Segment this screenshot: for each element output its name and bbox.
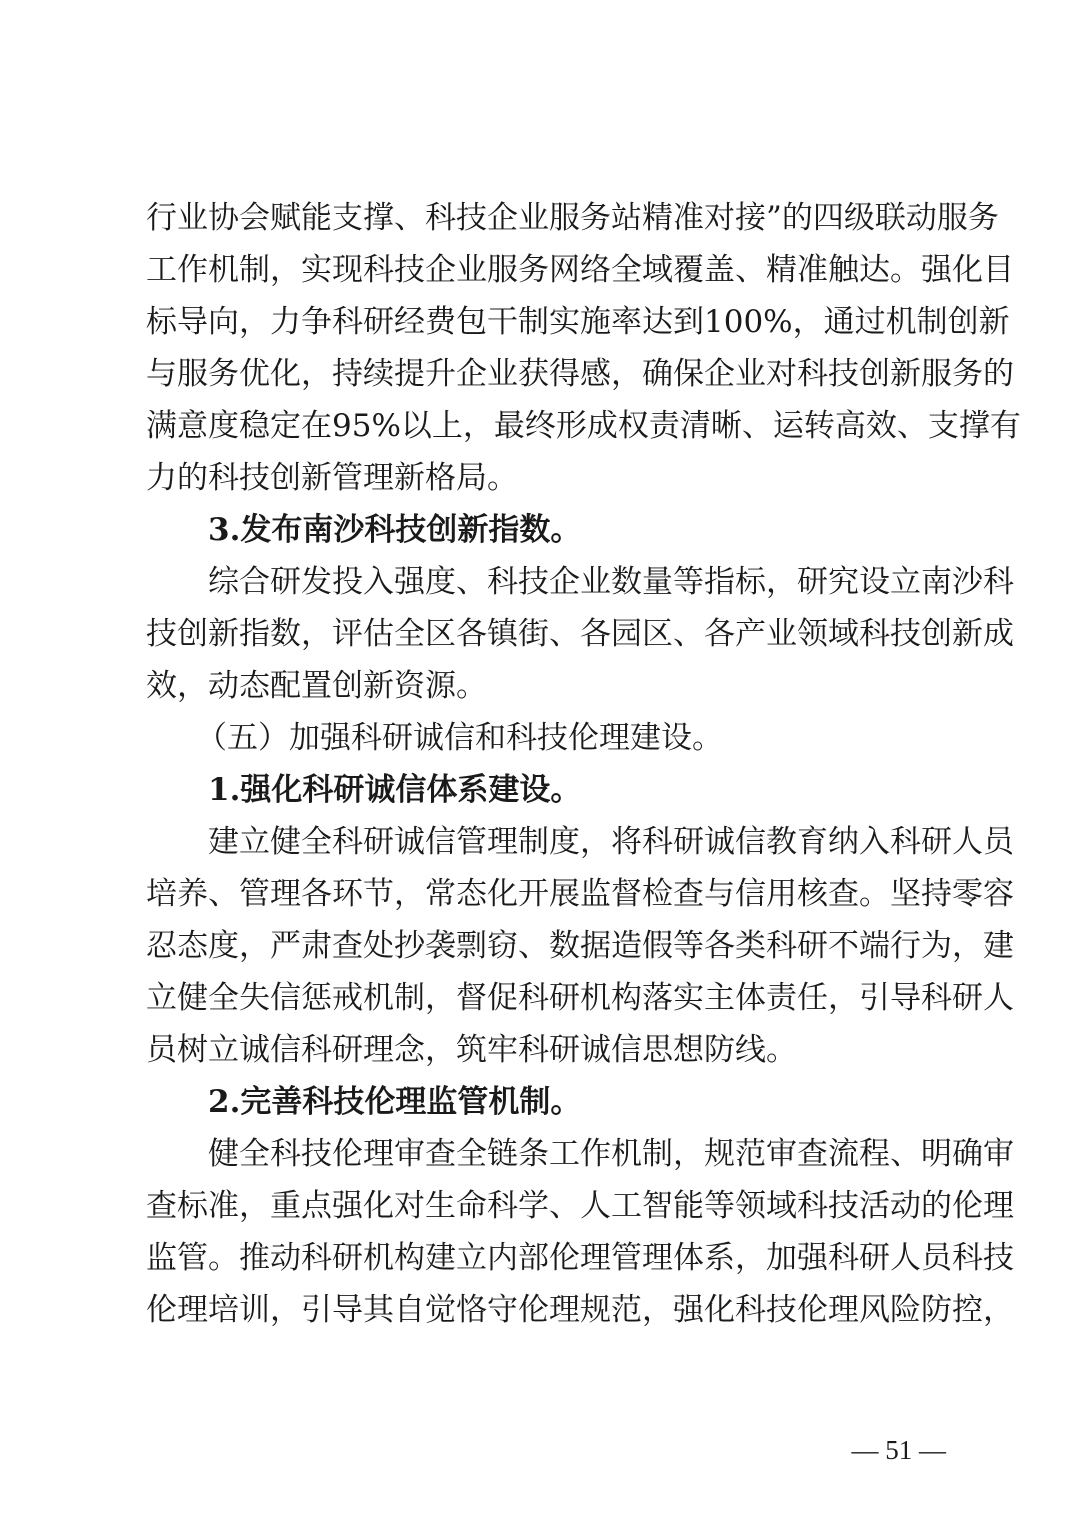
body-text-line: 监管。推动科研机构建立内部伦理管理体系，加强科研人员科技 <box>146 1240 1014 1276</box>
body-text-line: 技创新指数，评估全区各镇街、各园区、各产业领域科技创新成 <box>146 616 1014 652</box>
body-text-line: 工作机制，实现科技企业服务网络全域覆盖、精准触达。强化目 <box>146 252 1014 288</box>
section-heading: 1.强化科研诚信体系建设。 <box>208 772 582 808</box>
section-heading: 2.完善科技伦理监管机制。 <box>208 1084 582 1120</box>
body-text-line: 力的科技创新管理新格局。 <box>146 460 518 496</box>
section-heading: 3.发布南沙科技创新指数。 <box>208 512 582 548</box>
body-text-line: 建立健全科研诚信管理制度，将科研诚信教育纳入科研人员 <box>208 824 1014 860</box>
chapter-heading: （五）加强科研诚信和科技伦理建设。 <box>196 720 723 756</box>
body-text-line: 伦理培训，引导其自觉恪守伦理规范，强化科技伦理风险防控， <box>146 1292 1014 1328</box>
body-text-line: 行业协会赋能支撑、科技企业服务站精准对接”的四级联动服务 <box>146 200 999 236</box>
body-text-line: 培养、管理各环节，常态化开展监督检查与信用核查。坚持零容 <box>146 876 1014 912</box>
body-text-line: 查标准，重点强化对生命科学、人工智能等领域科技活动的伦理 <box>146 1188 1014 1224</box>
body-text-line: 健全科技伦理审查全链条工作机制，规范审查流程、明确审 <box>208 1136 1014 1172</box>
body-text-line: 与服务优化，持续提升企业获得感，确保企业对科技创新服务的 <box>146 356 1014 392</box>
body-text-line: 员树立诚信科研理念，筑牢科研诚信思想防线。 <box>146 1032 797 1068</box>
body-text-line: 满意度稳定在95%以上，最终形成权责清晰、运转高效、支撑有 <box>146 408 1021 444</box>
body-text-line: 立健全失信惩戒机制，督促科研机构落实主体责任，引导科研人 <box>146 980 1014 1016</box>
page-number: — 51 — <box>851 1435 946 1465</box>
body-text-line: 标导向，力争科研经费包干制实施率达到100%，通过机制创新 <box>146 304 1010 340</box>
body-text-line: 忍态度，严肃查处抄袭剽窃、数据造假等各类科研不端行为，建 <box>146 928 1014 964</box>
body-text-line: 效，动态配置创新资源。 <box>146 668 487 704</box>
body-text-line: 综合研发投入强度、科技企业数量等指标，研究设立南沙科 <box>208 564 1014 600</box>
